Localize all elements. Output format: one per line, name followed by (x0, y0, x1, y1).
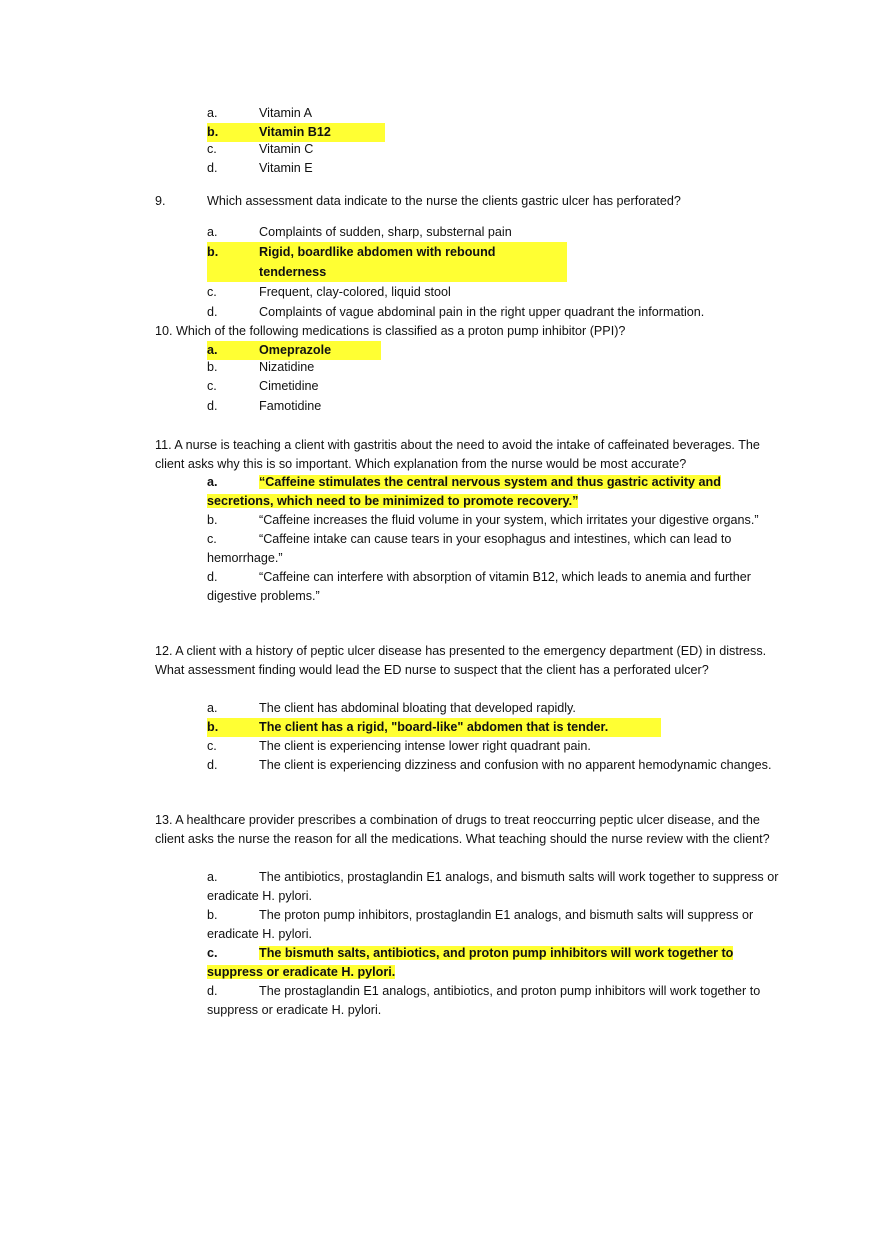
q8-options (207, 104, 782, 178)
q10-option-d: d. Famotidine (207, 399, 322, 413)
q11-question: 11. A nurse is teaching a client with gastritis about the need to avoid the intake of caffeinated beverages. The client asks why this is so important. Which explanation from the nurse would be most accurate? (155, 438, 760, 471)
q13-option-d: d. The prostaglandin E1 analogs, antibiotics, and proton pump inhibitors will work together to suppress or eradicate H. pylori. (207, 984, 761, 1017)
q13-option-c: c. The bismuth salts, antibiotics, and proton pump inhibitors will work together to suppress or eradicate H. pylori. (207, 946, 734, 979)
q9-option-d: d. Complaints of vague abdominal pain in the right upper quadrant the information. (207, 305, 705, 319)
q10-option-a: a. Omeprazole (207, 341, 782, 360)
q12-option-c: c. The client is experiencing intense lower right quadrant pain. (207, 739, 591, 753)
q9-options (207, 222, 782, 322)
q11-option-d: d. “Caffeine can interfere with absorption of vitamin B12, which leads to anemia and further digestive problems.” (207, 570, 751, 603)
q11-option-b: b. “Caffeine increases the fluid volume in your system, which irritates your digestive organs.” (207, 513, 759, 527)
q10-question: 10. Which of the following medications is classified as a proton pump inhibitor (PPI)? (155, 324, 626, 338)
q13-question: 13. A healthcare provider prescribes a combination of drugs to treat reoccurring peptic ulcer disease, and the client asks the nurse the reason for all the medications. What teaching should the nurse review with the client? (155, 813, 770, 846)
q13-options (207, 868, 782, 1020)
q8-option-a: a. Vitamin A (207, 106, 312, 120)
q12-option-a: a. The client has abdominal bloating that developed rapidly. (207, 701, 576, 715)
q13-option-b: b. The proton pump inhibitors, prostaglandin E1 analogs, and bismuth salts will suppress or eradicate H. pylori. (207, 908, 754, 941)
q10-options (207, 341, 782, 416)
q9-option-b: b. Rigid, boardlike abdomen with rebound tenderness (207, 242, 782, 282)
q11-option-a: a. “Caffeine stimulates the central nervous system and thus gastric activity and secretions, which need to be minimized to promote recovery.” (207, 475, 721, 508)
q10-option-c: c. Cimetidine (207, 379, 319, 393)
q8-option-d: d. Vitamin E (207, 161, 313, 175)
q8-option-c: c. Vitamin C (207, 142, 314, 156)
q9-question: 9. Which assessment data indicate to the nurse the clients gastric ulcer has perforated? (155, 194, 681, 208)
q8-option-b: b. Vitamin B12 (207, 123, 782, 142)
q13-option-a: a. The antibiotics, prostaglandin E1 analogs, and bismuth salts will work together to suppress or eradicate H. pylori. (207, 870, 779, 903)
q11-option-c: c. “Caffeine intake can cause tears in your esophagus and intestines, which can lead to hemorrhage.” (207, 532, 732, 565)
q10-option-b: b. Nizatidine (207, 360, 315, 374)
q12-question: 12. A client with a history of peptic ulcer disease has presented to the emergency department (ED) in distress. What assessment finding would lead the ED nurse to suspect that the client has a perforated ulcer? (155, 644, 767, 677)
q9-option-c: c. Frequent, clay-colored, liquid stool (207, 285, 451, 299)
q11-options (207, 473, 782, 606)
q12-option-b: b. The client has a rigid, "board-like" abdomen that is tender. (207, 718, 782, 737)
q12-options (207, 699, 782, 775)
q9-option-a: a. Complaints of sudden, sharp, substernal pain (207, 225, 512, 239)
q12-option-d: d. The client is experiencing dizziness and confusion with no apparent hemodynamic changes. (207, 758, 772, 772)
